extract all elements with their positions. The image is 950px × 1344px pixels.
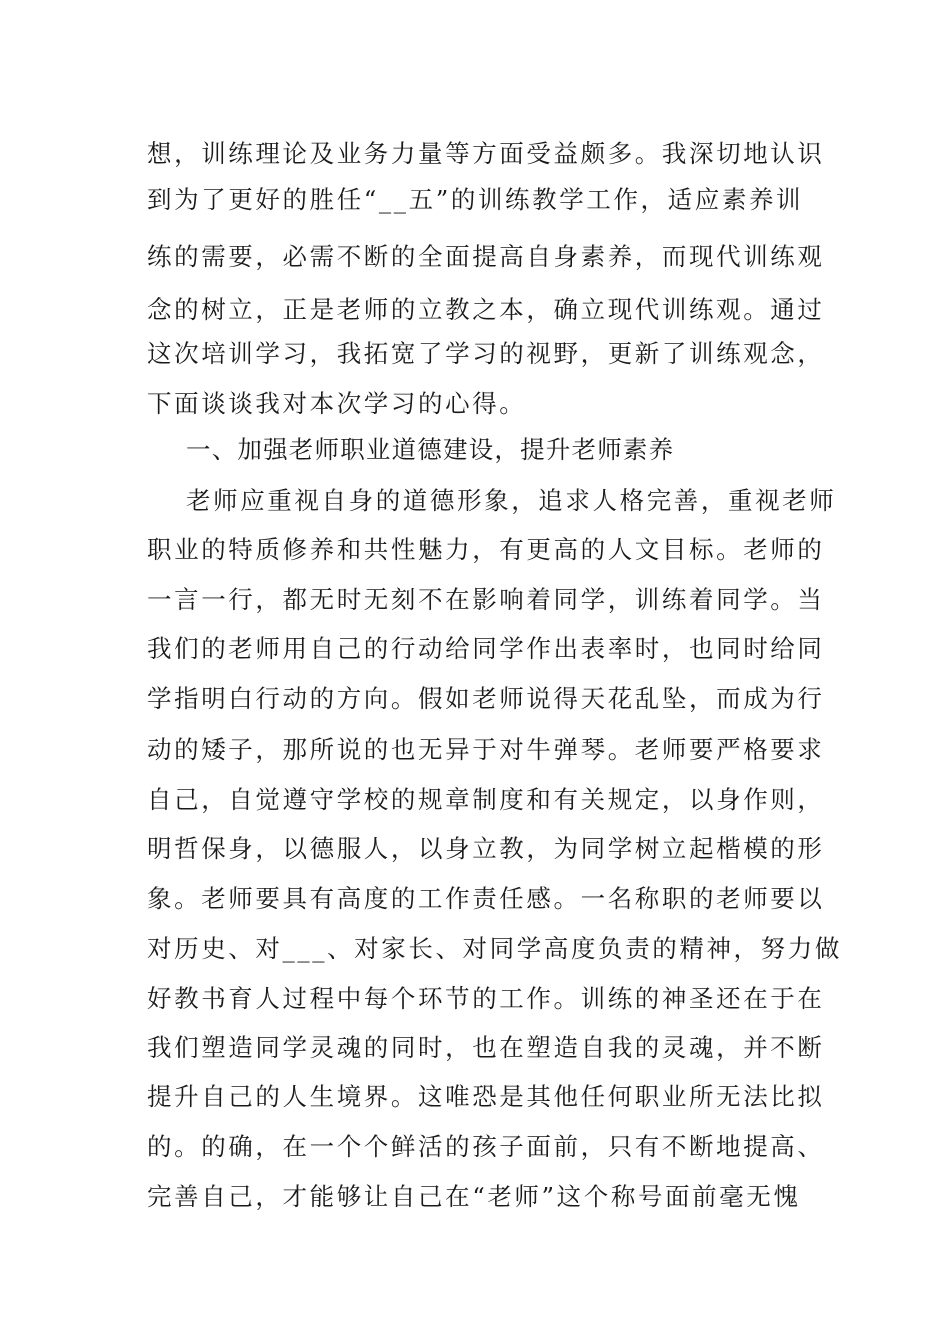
- text-line: 明哲保身，以德服人，以身立教，为同学树立起楷模的形: [147, 834, 825, 863]
- text-line: 一言一行，都无时无刻不在影响着同学，训练着同学。当: [147, 585, 825, 614]
- text-line: 念的树立，正是老师的立教之本，确立现代训练观。通过: [147, 295, 825, 324]
- text-line: 象。老师要具有高度的工作责任感。一名称职的老师要以: [147, 884, 825, 913]
- text-line: 想，训练理论及业务力量等方面受益颇多。我深切地认识: [147, 139, 825, 168]
- text-line: 职业的特质修养和共性魅力，有更高的人文目标。老师的: [147, 535, 825, 564]
- text-line: 对历史、对___、对家长、对同学高度负责的精神，努力做: [147, 934, 842, 963]
- text-line: 提升自己的人生境界。这唯恐是其他任何职业所无法比拟: [147, 1082, 825, 1111]
- text-line: 到为了更好的胜任“__五”的训练教学工作，适应素养训: [147, 185, 804, 214]
- text-line: 自己，自觉遵守学校的规章制度和有关规定，以身作则，: [147, 785, 825, 814]
- text-line: 下面谈谈我对本次学习的心得。: [147, 389, 527, 418]
- text-line: 练的需要，必需不断的全面提高自身素养，而现代训练观: [147, 242, 825, 271]
- text-line: 这次培训学习，我拓宽了学习的视野，更新了训练观念，: [147, 339, 825, 368]
- text-line: 完善自己，才能够让自己在“老师”这个称号面前毫无愧: [147, 1182, 801, 1211]
- section-heading: 一、加强老师职业道德建设，提升老师素养: [186, 435, 675, 464]
- text-line: 老师应重视自身的道德形象，追求人格完善，重视老师: [186, 486, 837, 515]
- text-line: 好教书育人过程中每个环节的工作。训练的神圣还在于在: [147, 984, 825, 1013]
- text-line: 动的矮子，那所说的也无异于对牛弹琴。老师要严格要求: [147, 735, 825, 764]
- text-line: 的。的确，在一个个鲜活的孩子面前，只有不断地提高、: [147, 1132, 825, 1161]
- text-line: 学指明白行动的方向。假如老师说得天花乱坠，而成为行: [147, 684, 825, 713]
- text-line: 我们的老师用自己的行动给同学作出表率时，也同时给同: [147, 634, 825, 663]
- text-line: 我们塑造同学灵魂的同时，也在塑造自我的灵魂，并不断: [147, 1033, 825, 1062]
